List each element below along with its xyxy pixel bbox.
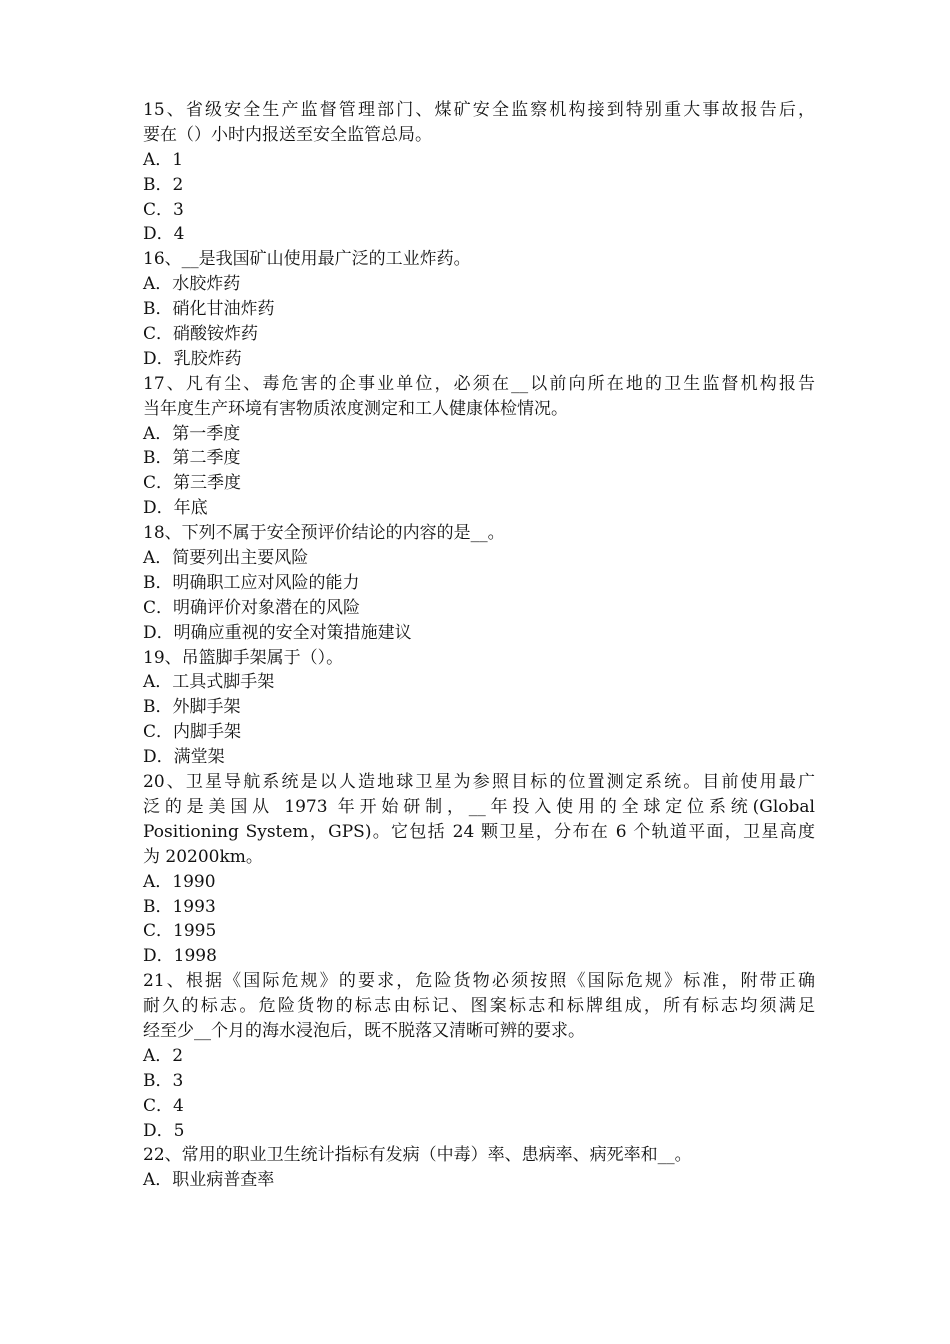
option-a: A．简要列出主要风险 bbox=[143, 548, 309, 569]
option-d: D．年底 bbox=[143, 498, 208, 519]
option-b: B．明确职工应对风险的能力 bbox=[143, 572, 360, 593]
question-text: 16、__是我国矿山使用最广泛的工业炸药。 bbox=[143, 249, 471, 270]
option-d: D．4 bbox=[143, 224, 185, 245]
question-17 bbox=[143, 372, 815, 521]
option-a: A．职业病普查率 bbox=[143, 1170, 275, 1191]
option-b: B．1993 bbox=[143, 896, 216, 917]
question-20 bbox=[143, 770, 815, 969]
option-c: C．内脚手架 bbox=[143, 722, 242, 743]
question-text: 22、常用的职业卫生统计指标有发病（中毒）率、患病率、病死率和__。 bbox=[143, 1145, 692, 1166]
question-16 bbox=[143, 247, 815, 371]
question-text: Positioning System，GPS)。它包括 24 颗卫星，分布在 6 个轨道平面，卫星高度 bbox=[143, 821, 815, 842]
question-text: 耐久的标志。危险货物的标志由标记、图案标志和标牌组成，所有标志均须满足 bbox=[143, 996, 815, 1017]
option-b: B．外脚手架 bbox=[143, 697, 241, 718]
question-text: 17、凡有尘、毒危害的企事业单位，必须在__以前向所在地的卫生监督机构报告 bbox=[143, 373, 815, 394]
option-b: B．2 bbox=[143, 174, 184, 195]
question-text: 为 20200km。 bbox=[143, 846, 263, 867]
option-a: A．水胶炸药 bbox=[143, 274, 241, 295]
option-d: D．5 bbox=[143, 1120, 185, 1141]
option-c: C．明确评价对象潜在的风险 bbox=[143, 597, 361, 618]
option-a: A．2 bbox=[143, 1045, 184, 1066]
option-b: B．硝化甘油炸药 bbox=[143, 299, 275, 320]
question-text: 21、根据《国际危规》的要求，危险货物必须按照《国际危规》标准，附带正确 bbox=[143, 971, 815, 992]
question-text: 20、卫星导航系统是以人造地球卫星为参照目标的位置测定系统。目前使用最广 bbox=[143, 772, 815, 793]
option-c: C．第三季度 bbox=[143, 473, 242, 494]
question-text: 15、省级安全生产监督管理部门、煤矿安全监察机构接到特别重大事故报告后， bbox=[143, 100, 815, 120]
option-c: C．硝酸铵炸药 bbox=[143, 324, 259, 345]
question-text: 当年度生产环境有害物质浓度测定和工人健康体检情况。 bbox=[143, 398, 568, 419]
option-a: A．第一季度 bbox=[143, 423, 241, 444]
option-b: B．3 bbox=[143, 1070, 184, 1091]
question-15 bbox=[143, 98, 815, 247]
option-a: A．1990 bbox=[143, 871, 216, 892]
question-text: 19、吊篮脚手架属于（）。 bbox=[143, 647, 344, 668]
option-c: C．1995 bbox=[143, 921, 217, 942]
question-text: 18、下列不属于安全预评价结论的内容的是__。 bbox=[143, 523, 505, 544]
document-page bbox=[143, 98, 815, 1193]
option-b: B．第二季度 bbox=[143, 448, 241, 469]
option-d: D．乳胶炸药 bbox=[143, 348, 242, 369]
question-22 bbox=[143, 1143, 815, 1193]
question-text: 要在（）小时内报送至安全监管总局。 bbox=[143, 124, 432, 145]
option-d: D．1998 bbox=[143, 946, 217, 967]
option-a: A．1 bbox=[143, 149, 184, 170]
option-d: D．明确应重视的安全对策措施建议 bbox=[143, 622, 412, 643]
question-19 bbox=[143, 646, 815, 770]
question-text: 泛的是美国从 1973 年开始研制，__年投入使用的全球定位系统(Global bbox=[143, 796, 815, 817]
option-c: C．3 bbox=[143, 199, 184, 220]
question-text: 经至少__个月的海水浸泡后，既不脱落又清晰可辨的要求。 bbox=[143, 1020, 585, 1041]
option-c: C．4 bbox=[143, 1095, 184, 1116]
option-d: D．满堂架 bbox=[143, 747, 225, 768]
option-a: A．工具式脚手架 bbox=[143, 672, 275, 693]
question-18 bbox=[143, 521, 815, 645]
question-21 bbox=[143, 969, 815, 1143]
